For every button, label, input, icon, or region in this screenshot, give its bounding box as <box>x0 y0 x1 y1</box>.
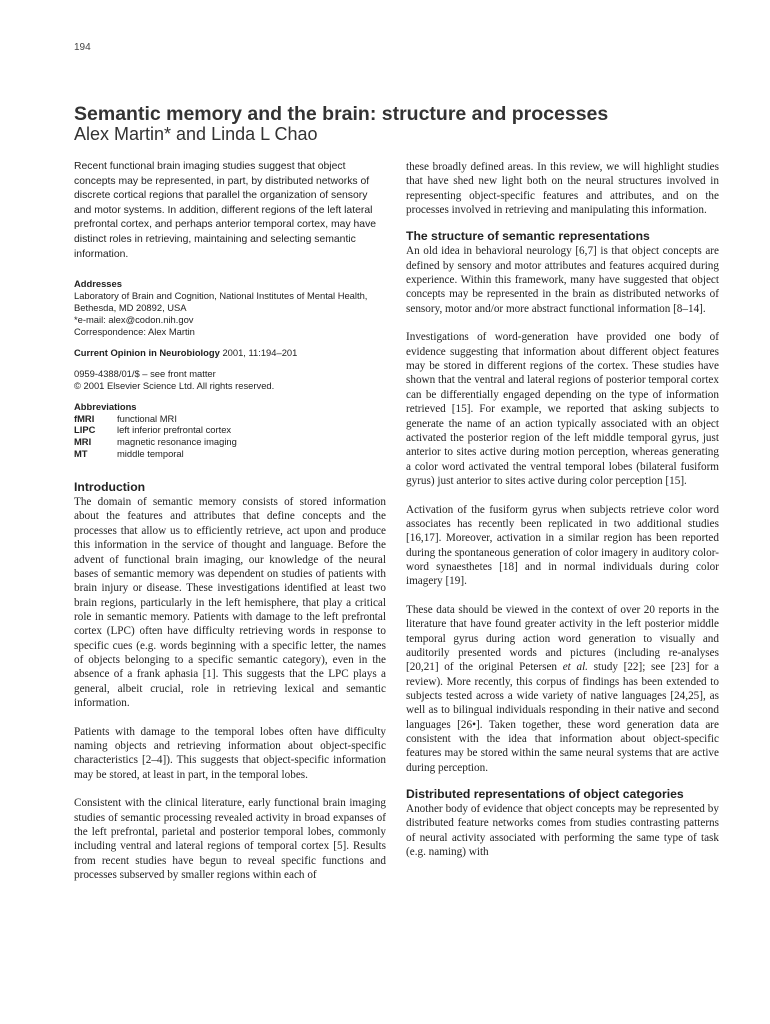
address-line: Laboratory of Brain and Cognition, National Institutes of Mental Health, <box>74 290 368 302</box>
address-line: Bethesda, MD 20892, USA <box>74 302 187 314</box>
copyright-line: © 2001 Elsevier Science Ltd. All rights reserved. <box>74 379 275 391</box>
structure-text: study [22]; see [23] for a review). More recently, this corpus of findings has been extended to subjects tested across a wide variety of native languages [24,25], as well as to bilingual individuals responding in their native and second languages [26•]. Taken together, these word generation data are consistent with the idea that information about object-specific features may be stored within the same neural systems that are active during perception. <box>406 661 719 774</box>
abbreviations-label: Abbreviations <box>74 400 137 412</box>
abbreviation-definition: functional MRI <box>117 412 177 424</box>
structure-paragraph: Investigations of word-generation have provided one body of evidence suggesting that information about different object features may be stored in different regions of the cortex. These studies have shown that the ventral and lateral regions of posterior temporal cortex can be differentially engaged depending on the type of information retrieved [15]. For example, we reported that asking subjects to generate the name of an action typically associated with an object activated the posterior region of the left middle temporal gyrus, just anterior to sites active during motion perception, whereas generating a color word activated the ventral temporal lobes (bilateral fusiform gyrus) just anterior to sites active during color perception [15]. <box>406 331 719 487</box>
structure-text: These data should be viewed in the context of over 20 reports in the literature that have found greater activity in the left posterior middle temporal gyrus during action word generation to visually and auditorily presented words and pictures (including re-analyses [20,21] of the original Petersen <box>406 603 719 674</box>
abstract: Recent functional brain imaging studies suggest that object concepts may be represented, in part, by distributed networks of discrete cortical regions that parallel the organization of sensory and motor systems. In addition, different regions of the left lateral prefrontal cortex, and perhaps anterior temporal cortex, may have distinct roles in retrieving, maintaining and selecting semantic information. <box>74 161 377 260</box>
journal-citation <box>74 347 386 359</box>
introduction-paragraph: The domain of semantic memory consists of stored information about the features and attributes that define concepts and the processes that allow us to efficiently retrieve, act upon and produce this information in the service of thought and language. Before the advent of functional brain imaging, our knowledge of the neural bases of semantic memory was dependent on studies of patients with brain injury or disease. These investigations identified at least two brain regions, particularly in the left hemisphere, that play a critical role in semantic memory. Patients with damage to the left prefrontal cortex (LPC) often have difficulty retrieving words in response to specific cues (e.g. words beginning with a specific letter, the names of objects belonging to a specific semantic category), even in the absence of a frank aphasia [1]. This suggests that the LPC plays a general, albeit crucial, role in retrieving lexical and semantic information. <box>74 496 386 709</box>
structure-heading: The structure of semantic representations <box>406 229 650 244</box>
addresses-label: Addresses <box>74 278 122 290</box>
email-line: *e-mail: alex@codon.nih.gov <box>74 313 194 325</box>
abbreviation-term: LIPC <box>74 424 96 436</box>
introduction-paragraph: Consistent with the clinical literature, early functional brain imaging studies of semantic processing revealed activity in broad expanses of the left prefrontal, parietal and posterior temporal lobes, commonly including ventral and lateral regions of temporal cortex [5]. Results from recent studies have begun to reveal specific functions and processes subserved by smaller regions within each of <box>74 797 386 882</box>
abbreviation-row <box>74 424 237 436</box>
abbreviations-table <box>74 413 237 461</box>
issn-line: 0959-4388/01/$ – see front matter <box>74 367 216 379</box>
distributed-heading: Distributed representations of object categories <box>406 787 684 802</box>
correspondence-line: Correspondence: Alex Martin <box>74 325 195 337</box>
structure-paragraph: An old idea in behavioral neurology [6,7] is that object concepts are defined by sensory and motor attributes and features acquired during experience. Within this framework, many have suggested that object concepts may be represented in the brain as distributed networks of sensory, motor and/or more abstract functional information [8–14]. <box>406 245 719 315</box>
introduction-paragraph-continued: these broadly defined areas. In this review, we will highlight studies that have shed new light both on the neural structures involved in representing object-specific features and attributes, and on the processes involved in retrieving and manipulating this information. <box>406 161 719 217</box>
abbreviation-term: MRI <box>74 436 92 448</box>
journal-name: Current Opinion in Neurobiology <box>74 346 220 358</box>
abbreviation-row <box>74 448 237 460</box>
journal-year-volume: 2001, 11:194–201 <box>222 346 298 358</box>
abbreviation-definition: middle temporal <box>117 448 184 460</box>
article-authors: Alex Martin* and Linda L Chao <box>74 124 318 144</box>
page-number: 194 <box>74 42 91 53</box>
distributed-paragraph: Another body of evidence that object concepts may be represented by distributed feature networks comes from studies contrasting patterns of neural activity associated with performing the same type of task (e.g. naming) with <box>406 803 719 859</box>
introduction-paragraph: Patients with damage to the temporal lobes often have difficulty naming objects and retrieving information about object-specific characteristics [2–4]). This suggests that object-specific information may be stored, at least in part, in the temporal lobes. <box>74 725 386 781</box>
abbreviation-term: fMRI <box>74 412 95 424</box>
abbreviation-term: MT <box>74 448 88 460</box>
abbreviation-definition: magnetic resonance imaging <box>117 436 237 448</box>
structure-paragraph: Activation of the fusiform gyrus when subjects retrieve color word associates has recently been replicated in two additional studies [16,17]. Moreover, activation in a similar region has been reported during the spontaneous generation of color imagery in auditory color-word synaesthetes [18] and in normal individuals during color imagery [19]. <box>406 503 719 588</box>
right-column <box>406 160 719 859</box>
left-column <box>74 160 386 882</box>
abbreviation-row <box>74 413 237 425</box>
introduction-heading: Introduction <box>74 480 146 495</box>
et-al-italic: et al. <box>562 661 588 674</box>
abbreviation-row <box>74 436 237 448</box>
article-title: Semantic memory and the brain: structure and processes <box>74 103 609 125</box>
abbreviation-definition: left inferior prefrontal cortex <box>117 424 232 436</box>
structure-paragraph <box>406 603 719 775</box>
